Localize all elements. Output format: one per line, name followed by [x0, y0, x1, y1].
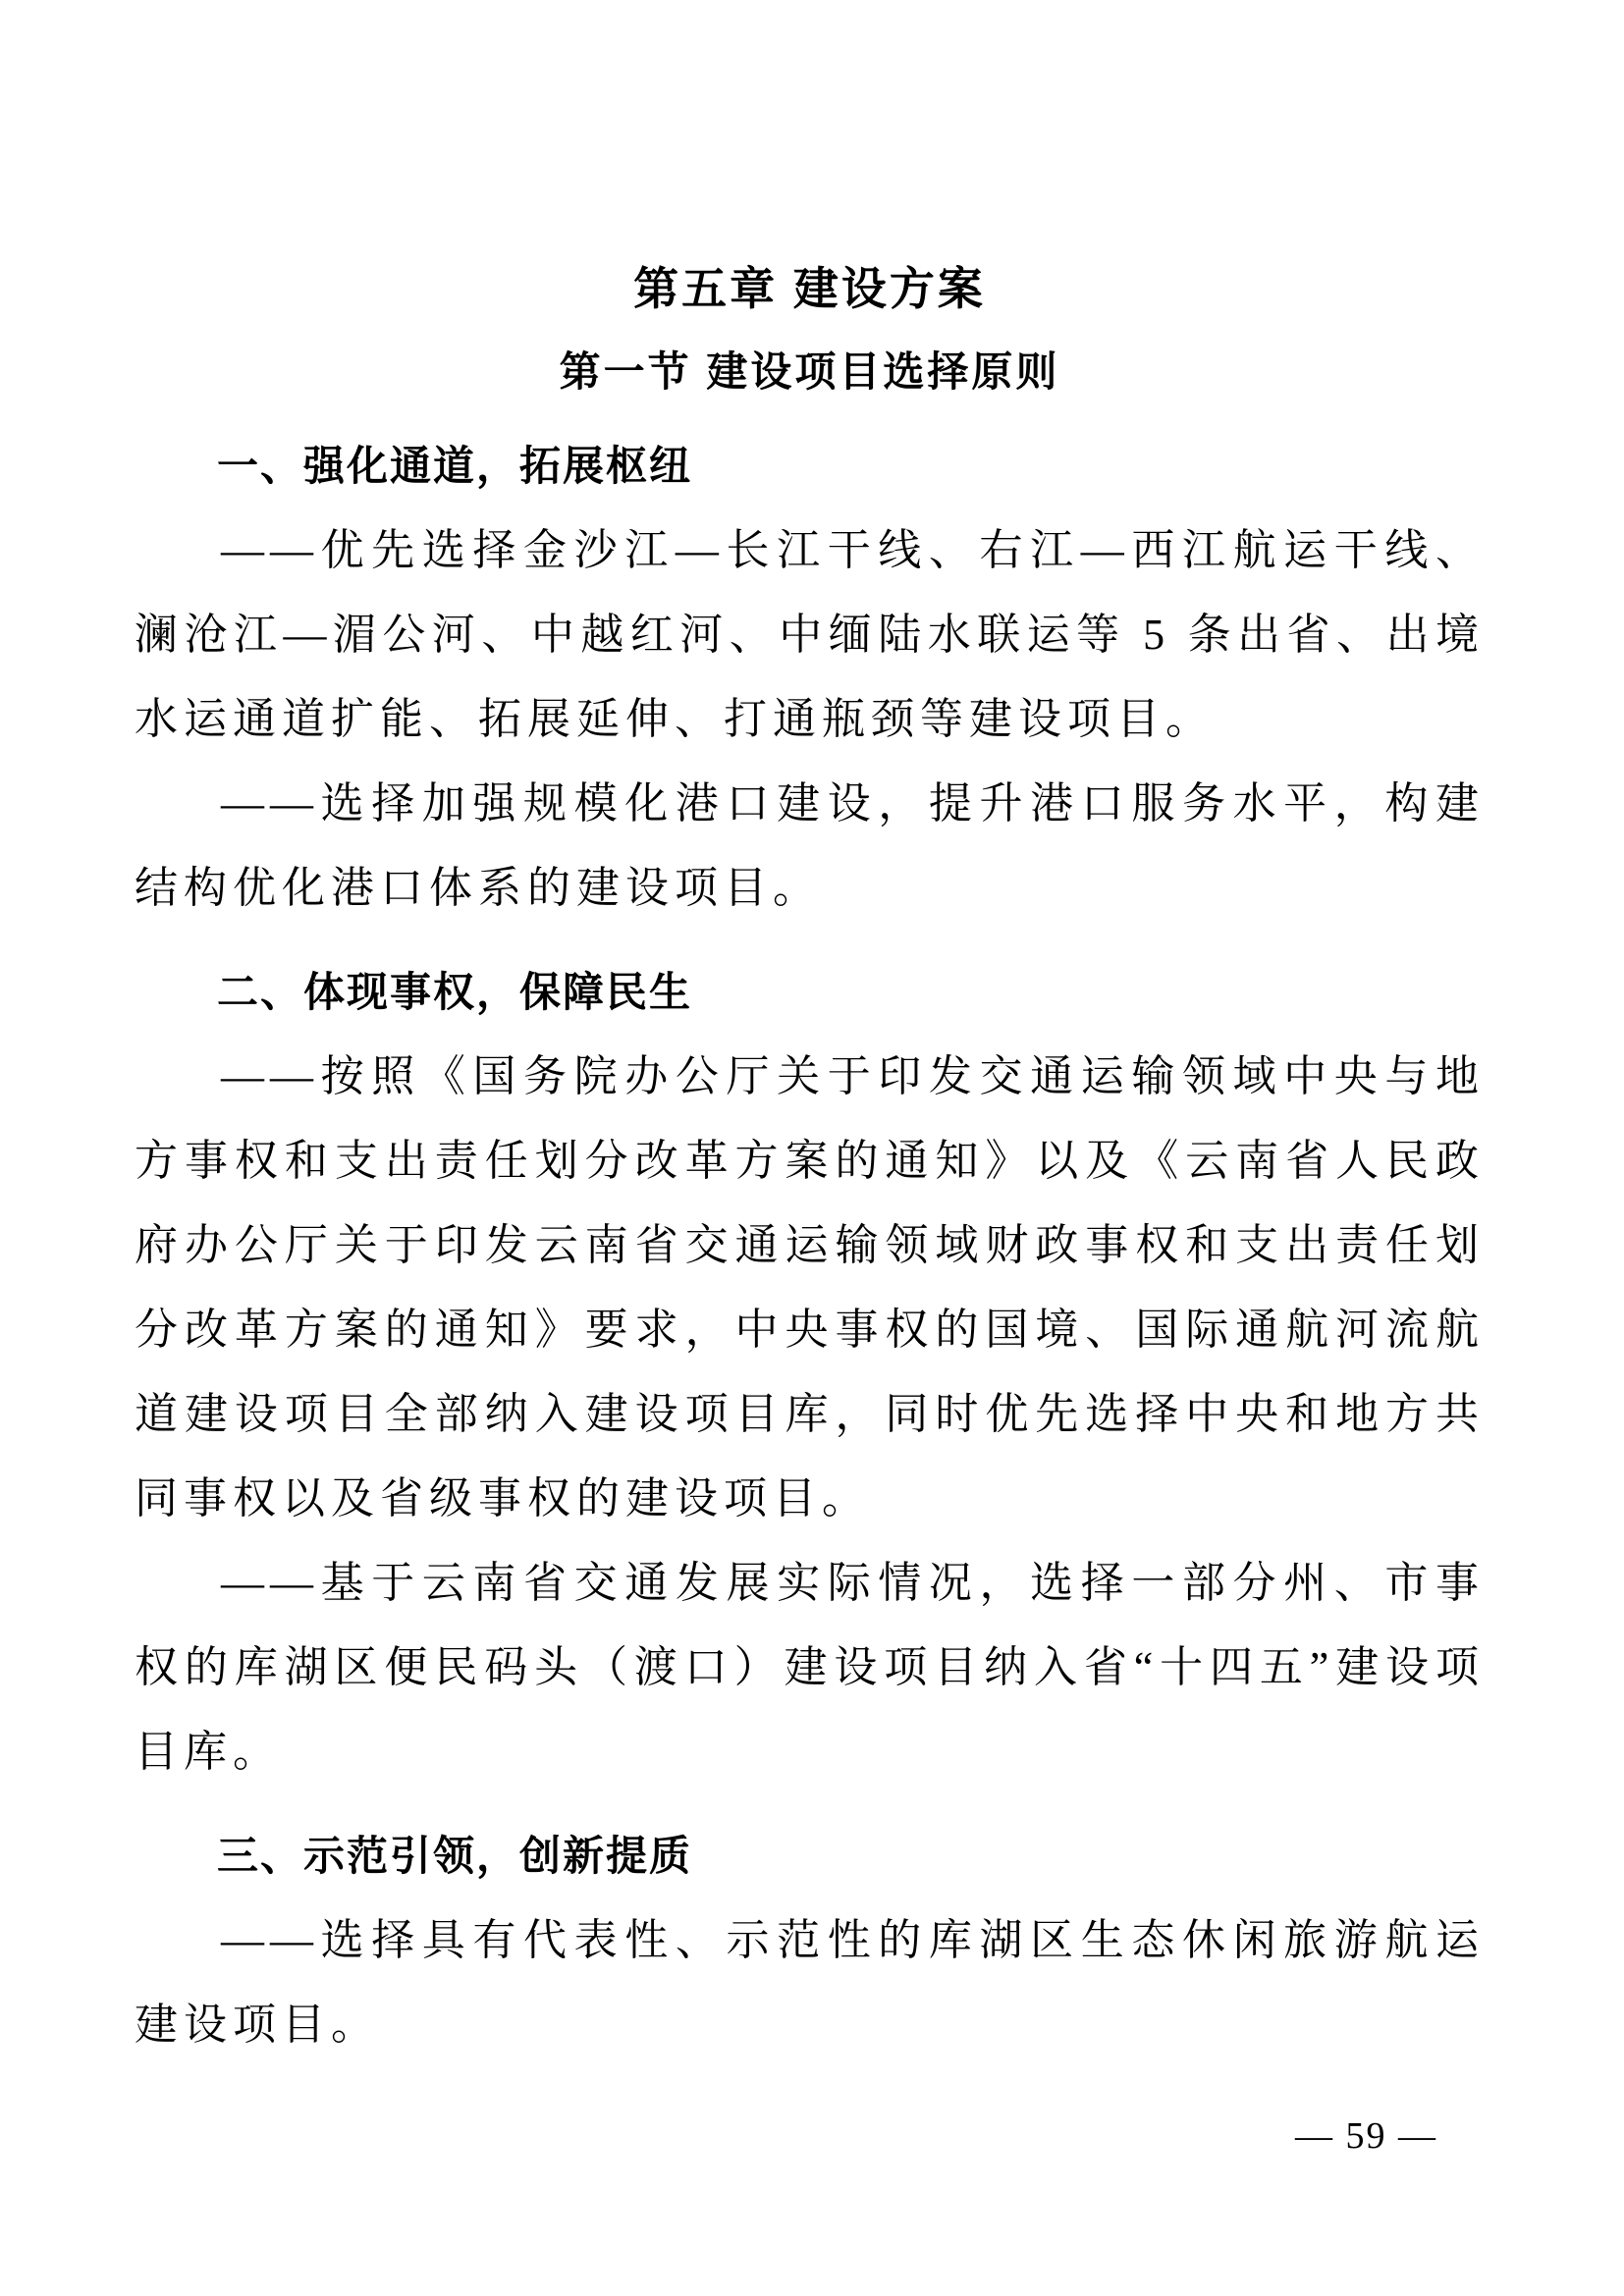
paragraph-principle-3-1: ——选择具有代表性、示范性的库湖区生态休闲旅游航运建设项目。	[135, 1916, 1485, 2049]
section-title: 第一节 建设项目选择原则	[559, 348, 1060, 395]
paragraph-principle-2-1: ——按照《国务院办公厅关于印发交通运输领域中央与地方事权和支出责任划分改革方案的通知》以及《云南省人民政府办公厅关于印发云南省交通运输领域财政事权和支出责任划分改革方案的通知》要求，中央事权的国境、国际通航河流航道建设项目全部纳入建设项目库，同时优先选择中央和地方共同事权以及省级事权的建设项目。	[135, 1052, 1485, 1522]
heading-principle-2: 二、体现事权，保障民生	[217, 969, 693, 1015]
paragraph-principle-1-2: ——选择加强规模化港口建设，提升港口服务水平，构建结构优化港口体系的建设项目。	[135, 779, 1485, 912]
heading-principle-3: 三、示范引领，创新提质	[217, 1833, 693, 1879]
paragraph-principle-1-1: ——优先选择金沙江—长江干线、右江—西江航运干线、澜沧江—湄公河、中越红河、中缅陆水联运等 5 条出省、出境水运通道扩能、拓展延伸、打通瓶颈等建设项目。	[135, 526, 1485, 743]
chapter-title: 第五章 建设方案	[633, 263, 986, 314]
page-number: — 59 —	[1295, 2115, 1437, 2157]
heading-principle-1: 一、强化通道，拓展枢纽	[217, 443, 693, 489]
paragraph-principle-2-2: ——基于云南省交通发展实际情况，选择一部分州、市事权的库湖区便民码头（渡口）建设项目纳入省“十四五”建设项目库。	[135, 1559, 1485, 1776]
